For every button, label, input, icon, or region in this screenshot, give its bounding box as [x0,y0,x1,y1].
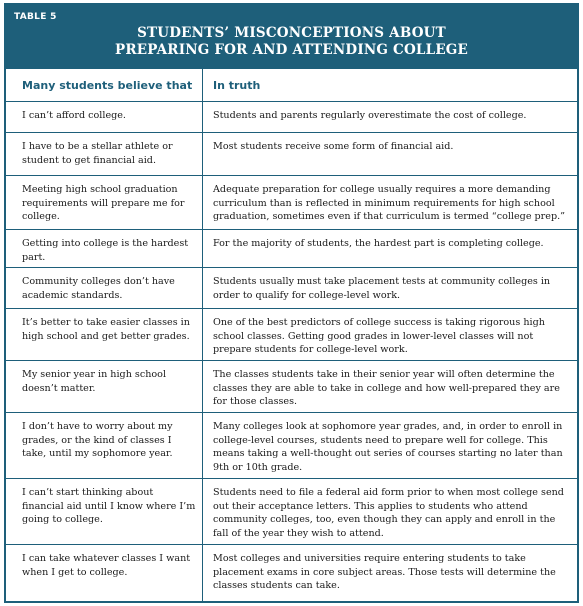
truth-cell: Students and parents regularly overestimate the cost of college. [202,102,577,132]
belief-cell: I can’t afford college. [22,110,126,121]
misconceptions-table [4,3,579,603]
column-headers [6,69,577,102]
belief-cell: Getting into college is the hardest part. [22,238,189,263]
table-row [6,545,577,601]
belief-cell: It’s better to take easier classes in high school and get better grades. [22,317,190,342]
belief-cell: Community colleges don’t have academic standards. [22,276,175,301]
table-row [6,230,577,268]
table-header [6,5,577,69]
table-row [6,309,577,361]
table-title-line-1: STUDENTS’ MISCONCEPTIONS ABOUT [137,25,446,41]
belief-cell: I don’t have to worry about my grades, or the kind of classes I take, until my sophomore year. [22,421,173,460]
truth-cell: Most colleges and universities require entering students to take placement exams in core subject areas. Those tests will determine the classes students can take. [202,545,577,601]
table-label: TABLE 5 [14,12,57,22]
table-row [6,361,577,413]
column-header-truth: In truth [202,69,577,101]
truth-cell: For the majority of students, the hardest part is completing college. [202,230,577,267]
belief-cell: Meeting high school graduation requirements will prepare me for college. [22,184,185,223]
truth-cell: Many colleges look at sophomore year grades, and, in order to enroll in college-level courses, students need to prepare well for college. This means taking a well-thought out series of courses starting no later than 9th or 10th grade. [202,413,577,478]
table-row [6,479,577,545]
table-title [6,25,577,59]
belief-cell: I can’t start thinking about financial aid until I know where I’m going to college. [22,487,196,526]
table-row [6,413,577,479]
table-row [6,176,577,230]
belief-cell: I have to be a stellar athlete or student to get financial aid. [22,141,173,166]
table-row [6,133,577,176]
truth-cell: The classes students take in their senior year will often determine the classes they are able to take in college and how well-prepared they are for those classes. [202,361,577,412]
table-title-line-2: PREPARING FOR AND ATTENDING COLLEGE [114,42,469,58]
table-body [6,102,577,601]
belief-cell: My senior year in high school doesn’t matter. [22,369,167,394]
truth-cell: Adequate preparation for college usually requires a more demanding curriculum than is reflected in minimum requirements for high school graduation, sometimes even if that curriculum is termed “college prep.” [202,176,577,229]
belief-cell: I can take whatever classes I want when I get to college. [22,553,191,578]
truth-cell: Students need to file a federal aid form prior to when most college send out their acceptance letters. This applies to students who attend community colleges, too, even though they can apply and enroll in the fall of the year they wish to attend. [202,479,577,544]
table-row [6,102,577,133]
truth-cell: Most students receive some form of financial aid. [202,133,577,175]
table-row [6,268,577,309]
column-header-belief: Many students believe that [22,79,193,92]
truth-cell: One of the best predictors of college success is taking rigorous high school classes. Getting good grades in lower-level classes will not prepare students for college-level work. [202,309,577,360]
truth-cell: Students usually must take placement tests at community colleges in order to qualify for college-level work. [202,268,577,308]
